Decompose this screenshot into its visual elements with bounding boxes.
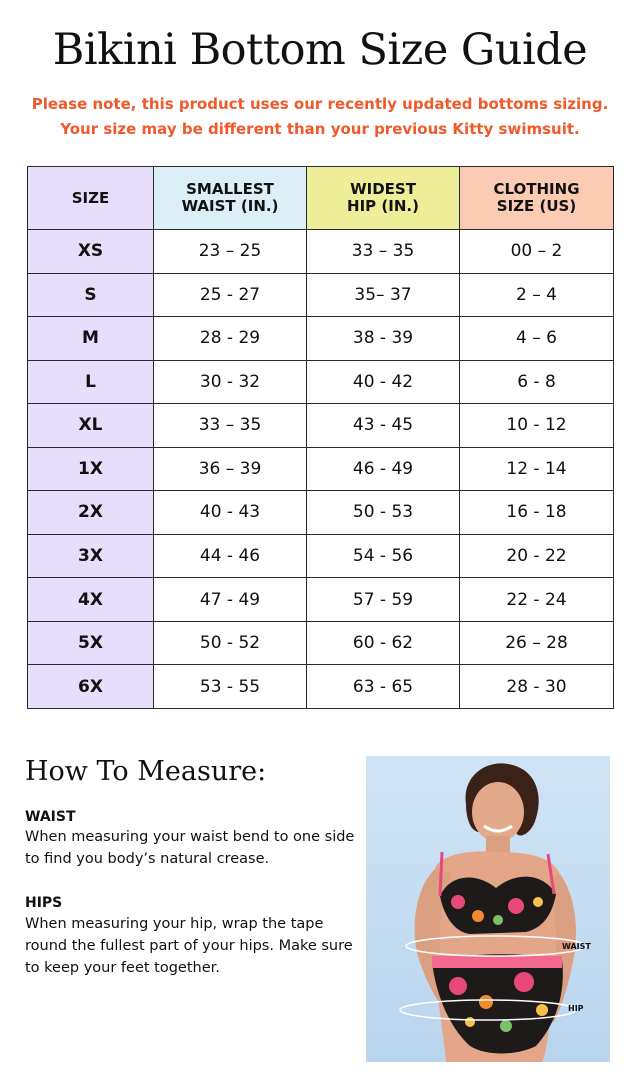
clothing-size-cell: 12 - 14: [460, 447, 614, 491]
clothing-size-cell: 20 - 22: [460, 534, 614, 578]
header-waist-line-1: SMALLEST: [186, 180, 274, 198]
hip-cell: 38 - 39: [307, 317, 460, 361]
hips-instructions: When measuring your hip, wrap the tape round the fullest part of your hips. Make sure to keep your feet together.: [25, 916, 353, 976]
size-cell: 2X: [28, 491, 154, 535]
size-cell: L: [28, 360, 154, 404]
waist-heading: WAIST: [25, 809, 76, 825]
size-cell: 1X: [28, 447, 154, 491]
clothing-size-cell: 16 - 18: [460, 491, 614, 535]
header-hip: [307, 167, 460, 230]
table-row: [28, 447, 614, 491]
waist-cell: 47 - 49: [154, 578, 307, 622]
size-cell: XL: [28, 404, 154, 448]
waist-cell: 40 - 43: [154, 491, 307, 535]
header-waist-line-2: WAIST (IN.): [181, 197, 279, 215]
table-row: [28, 404, 614, 448]
size-cell: M: [28, 317, 154, 361]
header-clothing-line-1: CLOTHING: [493, 180, 580, 198]
waist-cell: 30 - 32: [154, 360, 307, 404]
table-row: [28, 621, 614, 665]
size-chart-body: [28, 230, 614, 709]
sizing-notice: [0, 92, 640, 142]
hip-cell: 46 - 49: [307, 447, 460, 491]
table-row: [28, 491, 614, 535]
hip-cell: 33 – 35: [307, 230, 460, 274]
how-to-measure-title: How To Measure:: [25, 756, 267, 787]
clothing-size-cell: 4 – 6: [460, 317, 614, 361]
header-waist: [154, 167, 307, 230]
hip-cell: 35– 37: [307, 273, 460, 317]
header-hip-line-2: HIP (IN.): [347, 197, 419, 215]
hips-heading: HIPS: [25, 895, 63, 911]
table-row: [28, 665, 614, 709]
hip-cell: 43 - 45: [307, 404, 460, 448]
size-cell: 4X: [28, 578, 154, 622]
hip-photo-label: HIP: [568, 1004, 584, 1013]
header-clothing-size: [460, 167, 614, 230]
header-clothing-line-2: SIZE (US): [496, 197, 577, 215]
page-title: Bikini Bottom Size Guide: [52, 25, 588, 75]
hip-cell: 60 - 62: [307, 621, 460, 665]
waist-cell: 23 – 25: [154, 230, 307, 274]
waist-photo-label: WAIST: [562, 942, 591, 951]
hip-cell: 40 - 42: [307, 360, 460, 404]
model-photo: [366, 756, 610, 1062]
clothing-size-cell: 28 - 30: [460, 665, 614, 709]
table-row: [28, 578, 614, 622]
clothing-size-cell: 00 – 2: [460, 230, 614, 274]
size-cell: 6X: [28, 665, 154, 709]
waist-instructions: When measuring your waist bend to one side to find you body’s natural crease.: [25, 829, 355, 867]
table-row: [28, 230, 614, 274]
waist-cell: 36 – 39: [154, 447, 307, 491]
notice-line-2: Your size may be different than your previous Kitty swimsuit.: [60, 120, 580, 138]
clothing-size-cell: 22 - 24: [460, 578, 614, 622]
size-cell: XS: [28, 230, 154, 274]
hip-cell: 50 - 53: [307, 491, 460, 535]
waist-cell: 53 - 55: [154, 665, 307, 709]
table-row: [28, 317, 614, 361]
hip-cell: 57 - 59: [307, 578, 460, 622]
table-header-row: [28, 167, 614, 230]
table-row: [28, 273, 614, 317]
notice-line-1: Please note, this product uses our recently updated bottoms sizing.: [31, 95, 609, 113]
size-cell: 3X: [28, 534, 154, 578]
clothing-size-cell: 2 – 4: [460, 273, 614, 317]
clothing-size-cell: 26 – 28: [460, 621, 614, 665]
size-cell: S: [28, 273, 154, 317]
table-row: [28, 534, 614, 578]
hip-cell: 54 - 56: [307, 534, 460, 578]
clothing-size-cell: 6 - 8: [460, 360, 614, 404]
waist-cell: 25 - 27: [154, 273, 307, 317]
size-chart-table: [27, 166, 614, 709]
model-illustration: [366, 756, 610, 1062]
hip-cell: 63 - 65: [307, 665, 460, 709]
waist-cell: 50 - 52: [154, 621, 307, 665]
header-size: [28, 167, 154, 230]
waist-cell: 28 - 29: [154, 317, 307, 361]
waist-cell: 33 – 35: [154, 404, 307, 448]
waist-cell: 44 - 46: [154, 534, 307, 578]
header-hip-line-1: WIDEST: [350, 180, 416, 198]
size-cell: 5X: [28, 621, 154, 665]
table-row: [28, 360, 614, 404]
clothing-size-cell: 10 - 12: [460, 404, 614, 448]
header-size-label: SIZE: [71, 188, 110, 207]
